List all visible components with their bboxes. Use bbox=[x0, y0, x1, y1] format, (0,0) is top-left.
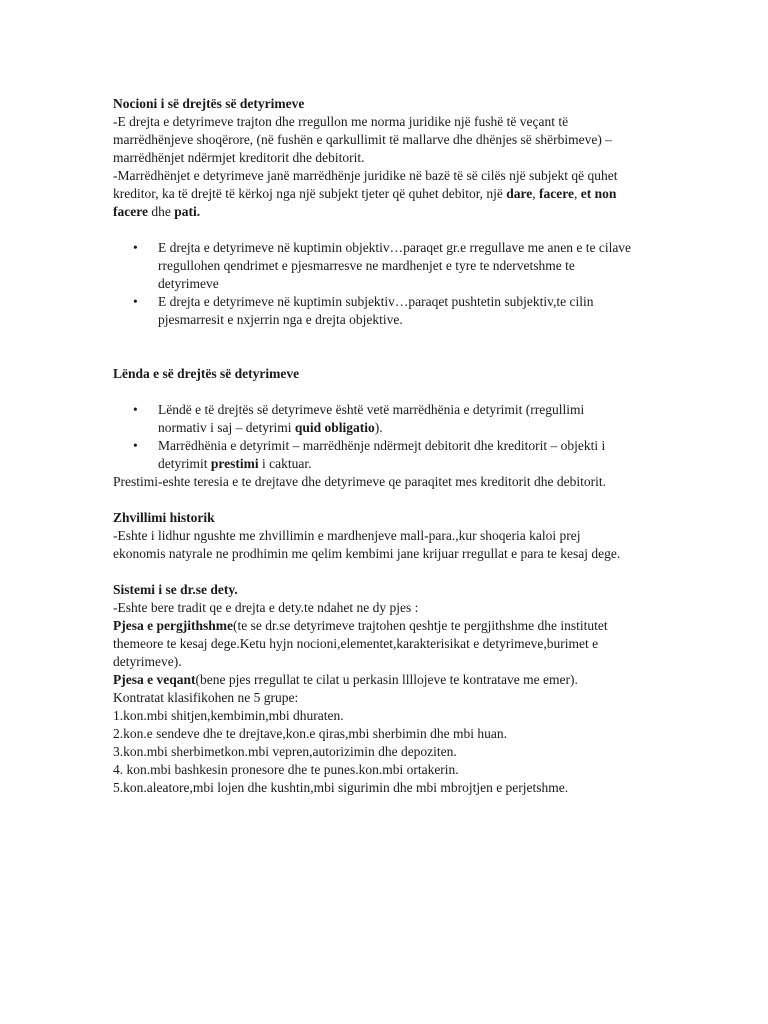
list-item bbox=[133, 293, 633, 329]
list-item: 5.kon.aleatore,mbi lojen dhe kushtin,mbi sigurimin dhe mbi mbrojtjen e perjetshme. bbox=[113, 780, 569, 795]
bold-term: prestimi bbox=[210, 456, 259, 471]
text-run: (bene pjes rregullat te cilat u perkasin llllojeve te kontratave me emer). bbox=[195, 672, 578, 687]
text-run: , bbox=[532, 186, 540, 201]
bold-term: facere bbox=[539, 186, 575, 201]
section-title-zhvillimi: Zhvillimi historik bbox=[113, 510, 215, 525]
text-run: (te se dr.se detyrimeve trajtohen qeshtje te pergjithshme dhe institutet themeore te kesaj dege.Ketu hyjn nocioni,elementet,karakterisikat e detyrimeve,burimet e detyrimeve). bbox=[113, 618, 608, 669]
section-title-lenda: Lënda e së drejtës së detyrimeve bbox=[113, 366, 300, 381]
bullet-icon: • bbox=[133, 240, 138, 255]
text-run: Marrëdhënia e detyrimit – marrëdhënje ndërmejt debitorit dhe kreditorit – objekti i detyrimit bbox=[158, 438, 606, 471]
paragraph: Kontratat klasifikohen ne 5 grupe: bbox=[113, 690, 299, 705]
text-run: dhe bbox=[147, 204, 175, 219]
list-item: 1.kon.mbi shitjen,kembimin,mbi dhuraten. bbox=[113, 708, 344, 723]
text-run: ). bbox=[374, 420, 383, 435]
bold-term: Pjesa e veqant bbox=[113, 672, 196, 687]
paragraph: -Eshte i lidhur ngushte me zhvillimin e mardhenjeve mall-para.,kur shoqeria kaloi prej ekonomis natyrale ne prodhimin me qelim kembimi jane krijuar rregullat e para te kesaj dege. bbox=[113, 528, 621, 561]
bullet-icon: • bbox=[133, 438, 138, 453]
text-run: Lëndë e të drejtës së detyrimeve është vetë marrëdhënia e detyrimit (rregullimi normativ i saj – detyrimi bbox=[158, 402, 585, 435]
bullet-list bbox=[113, 239, 633, 329]
paragraph bbox=[113, 617, 633, 671]
paragraph: -E drejta e detyrimeve trajton dhe rregullon me norma juridike një fushë të veçant të marrëdhënjeve shoqërore, (në fushën e qarkullimit të mallarve dhe dhënjes së shërbimeve) – marrëdhënjet ndërmjet kreditorit dhe debitorit. bbox=[113, 114, 612, 165]
list-item bbox=[133, 437, 633, 473]
paragraph: -Eshte bere tradit qe e drejta e dety.te ndahet ne dy pjes : bbox=[113, 600, 419, 615]
list-item: 2.kon.e sendeve dhe te drejtave,kon.e qiras,mbi sherbimin dhe mbi huan. bbox=[113, 726, 508, 741]
bold-term: dare bbox=[506, 186, 533, 201]
list-item: 3.kon.mbi sherbimetkon.mbi vepren,autorizimin dhe depoziten. bbox=[113, 744, 457, 759]
list-item-text: E drejta e detyrimeve në kuptimin subjektiv…paraqet pushtetin subjektiv,te cilin pjesmarresit e nxjerrin nga e drejta objektive. bbox=[158, 294, 594, 327]
list-item-text: E drejta e detyrimeve në kuptimin objektiv…paraqet gr.e rregullave me anen e te cilave rregullohen qendrimet e pjesmarresve ne mardhenjet e tyre te ndervetshme te detyrimeve bbox=[158, 240, 632, 291]
paragraph bbox=[113, 671, 633, 689]
bold-term: Pjesa e pergjithshme bbox=[113, 618, 233, 633]
section-title-nocioni: Nocioni i së drejtës së detyrimeve bbox=[113, 96, 305, 111]
list-item: 4. kon.mbi bashkesin pronesore dhe te punes.kon.mbi ortakerin. bbox=[113, 762, 459, 777]
bullet-icon: • bbox=[133, 402, 138, 417]
text-run: , bbox=[574, 186, 581, 201]
list-item bbox=[133, 401, 633, 437]
bold-term: et non facere bbox=[113, 186, 617, 219]
paragraph bbox=[113, 167, 633, 221]
section-title-sistemi: Sistemi i se dr.se dety. bbox=[113, 582, 238, 597]
list-item bbox=[133, 239, 633, 293]
text-run: i caktuar. bbox=[258, 456, 312, 471]
bold-term: quid obligatio bbox=[294, 420, 375, 435]
document-body bbox=[113, 95, 633, 797]
bold-term: pati. bbox=[174, 204, 201, 219]
paragraph: Prestimi-eshte teresia e te drejtave dhe detyrimeve qe paraqitet mes kreditorit dhe debitorit. bbox=[113, 474, 606, 489]
text-run: -Marrëdhënjet e detyrimeve janë marrëdhënje juridike në bazë të së cilës një subjekt që quhet kreditor, ka të drejtë të kërkoj nga një subjekt tjeter që quhet debitor, një bbox=[113, 168, 618, 201]
bullet-list bbox=[113, 401, 633, 473]
bullet-icon: • bbox=[133, 294, 138, 309]
